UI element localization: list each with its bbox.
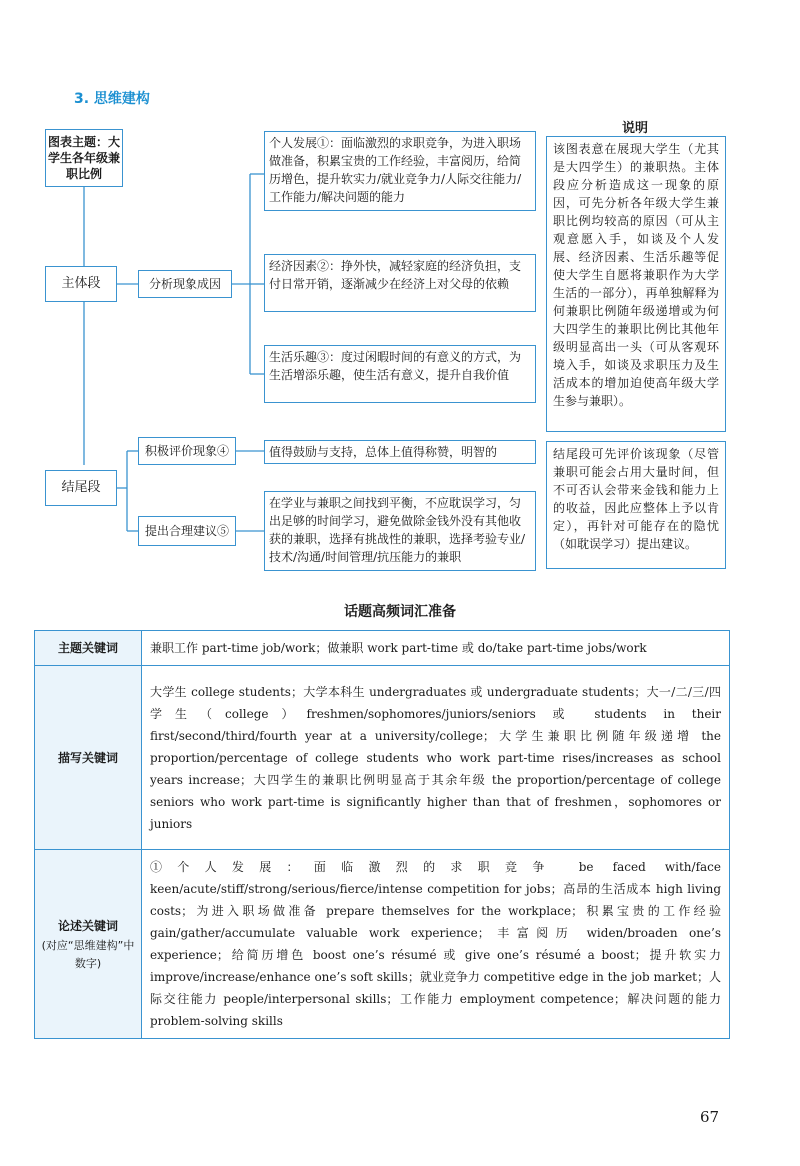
row-head-text: 描写关键词	[57, 750, 118, 765]
table-title: 话题高频词汇准备	[344, 604, 456, 620]
row-body: 兼职工作 part-time job/work；做兼职 work part-time 或 do/take part-time jobs/work	[142, 631, 730, 666]
leaf-title: 个人发展①	[269, 136, 330, 150]
leaf-text: ：挣外快，减轻家庭的经济负担，支付日常开销，逐渐减少在经济上对父母的依赖	[269, 259, 522, 291]
row-head	[35, 666, 142, 850]
end-branch-evaluate: 积极评价现象④	[138, 437, 236, 465]
body-paragraph-label: 主体段	[45, 266, 117, 302]
leaf-title: 经济因素②	[269, 259, 330, 273]
row-head	[35, 631, 142, 666]
note-header: 说明	[622, 121, 649, 136]
leaf-suggest: 在学业与兼职之间找到平衡，不应耽误学习，匀出足够的时间学习，避免做除金钱外没有其他收获的兼职，选择有挑战性的兼职，选择考验专业/技术/沟通/时间管理/抗压能力的兼职	[264, 491, 536, 571]
vocab-table	[34, 630, 730, 1039]
section-title: 3. 思维建构	[74, 91, 150, 107]
body-branch-analyze: 分析现象成因	[138, 270, 232, 298]
theme-label: 图表主题：大学生各年级兼职比例	[45, 129, 123, 187]
leaf-text: ：面临激烈的求职竞争，为进入职场做准备，积累宝贵的工作经验，丰富阅历，给简历增色，提升软实力/就业竞争力/人际交往能力/工作能力/解决问题的能力	[269, 136, 522, 204]
leaf-title: 生活乐趣③	[269, 350, 330, 364]
end-branch-suggest: 提出合理建议⑤	[138, 516, 236, 546]
ending-paragraph-label: 结尾段	[45, 470, 117, 506]
leaf-evaluate: 值得鼓励与支持，总体上值得称赞，明智的	[264, 440, 536, 464]
leaf-life-fun	[264, 345, 536, 403]
row-body: 大学生 college students；大学本科生 undergraduates 或 undergraduate students；大一/二/三/四学生（college）freshmen/sophomores/juniors/seniors 或 students in their first/second/third/fourth year at a university/college；大学生兼职比例随年级递增 the proportion/percentage of college students who work part-time rises/increases as school years increase；大四学生的兼职比例明显高于其余年级 the proportion/percentage of college seniors who work part-time is significantly higher than that of freshmen，sophomores or juniors	[142, 666, 730, 850]
table-row	[35, 850, 730, 1039]
table-row	[35, 666, 730, 850]
row-head-text: 论述关键词	[57, 919, 118, 933]
leaf-text: ：度过闲暇时间的有意义的方式，为生活增添乐趣，使生活有意义，提升自我价值	[269, 350, 522, 382]
row-head	[35, 850, 142, 1039]
page-number: 67	[700, 1108, 720, 1126]
body-note: 该图表意在展现大学生（尤其是大四学生）的兼职热。主体段应分析造成这一现象的原因，可先分析各年级大学生兼职比例均较高的原因（可从主观意愿入手，如谈及个人发展、经济因素、生活乐趣等促使大学生自愿将兼职作为大学生活的一部分），再单独解释为何兼职比例随年级递增或为何大四学生的兼职比例比其他年级明显高出一头（可从客观环境入手，如谈及求职压力及生活成本的增加迫使高年级大学生参与兼职）。	[546, 136, 726, 432]
leaf-personal-development	[264, 131, 536, 211]
table-row	[35, 631, 730, 666]
row-head-text: 主题关键词	[57, 641, 118, 655]
row-body: ①个人发展：面临激烈的求职竞争 be faced with/face keen/acute/stiff/strong/serious/fierce/intense competition for jobs；高昂的生活成本 high living costs；为进入职场做准备 prepare themselves for the workplace；积累宝贵的工作经验 gain/gather/accumulate valuable work experience；丰富阅历 widen/broaden one’s experience；给简历增色 boost one’s résumé 或 give one’s résumé a boost；提升软实力 improve/increase/enhance one’s soft skills；就业竞争力 competitive edge in the job market；人际交往能力 people/interpersonal skills；工作能力 employment competence；解决问题的能力 problem-solving skills	[142, 850, 730, 1039]
row-head-subtext: (对应“思维建构”中数字)	[41, 939, 135, 970]
end-note: 结尾段可先评价该现象（尽管兼职可能会占用大量时间，但不可否认会带来金钱和能力上的收益，因此应整体上予以肯定），再针对可能存在的隐忧（如耽误学习）提出建议。	[546, 441, 726, 569]
leaf-economic-factors	[264, 254, 536, 312]
